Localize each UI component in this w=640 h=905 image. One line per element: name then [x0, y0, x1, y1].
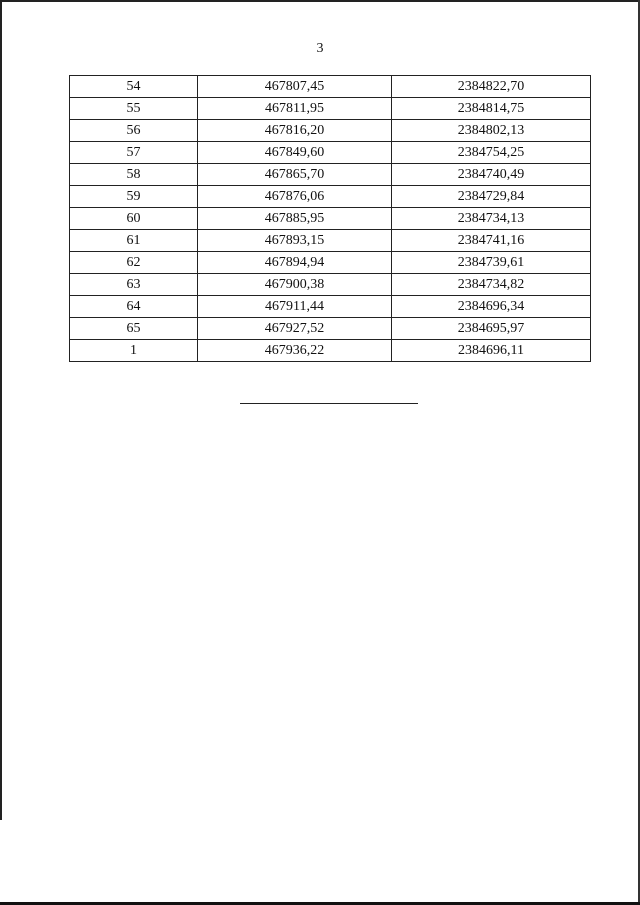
point-number-cell: 57 — [70, 142, 198, 164]
end-of-document-rule — [240, 403, 418, 404]
table-row — [70, 120, 591, 142]
y-coordinate-cell: 2384695,97 — [392, 318, 591, 340]
point-number-cell: 1 — [70, 340, 198, 362]
table-row — [70, 274, 591, 296]
y-coordinate-cell: 2384734,82 — [392, 274, 591, 296]
x-coordinate-cell: 467807,45 — [198, 76, 392, 98]
point-number-cell: 65 — [70, 318, 198, 340]
table-row — [70, 296, 591, 318]
y-coordinate-cell: 2384822,70 — [392, 76, 591, 98]
point-number-cell: 59 — [70, 186, 198, 208]
point-number-cell: 61 — [70, 230, 198, 252]
x-coordinate-cell: 467894,94 — [198, 252, 392, 274]
x-coordinate-cell: 467936,22 — [198, 340, 392, 362]
table-row — [70, 186, 591, 208]
point-number-cell: 60 — [70, 208, 198, 230]
scan-edge-top — [0, 0, 640, 2]
point-number-cell: 64 — [70, 296, 198, 318]
y-coordinate-cell: 2384696,34 — [392, 296, 591, 318]
x-coordinate-cell: 467816,20 — [198, 120, 392, 142]
y-coordinate-cell: 2384802,13 — [392, 120, 591, 142]
table-row — [70, 230, 591, 252]
scan-edge-left — [0, 0, 2, 820]
table-row — [70, 340, 591, 362]
x-coordinate-cell: 467865,70 — [198, 164, 392, 186]
table-row — [70, 252, 591, 274]
point-number-cell: 54 — [70, 76, 198, 98]
x-coordinate-cell: 467900,38 — [198, 274, 392, 296]
y-coordinate-cell: 2384696,11 — [392, 340, 591, 362]
point-number-cell: 55 — [70, 98, 198, 120]
y-coordinate-cell: 2384739,61 — [392, 252, 591, 274]
point-number-cell: 56 — [70, 120, 198, 142]
table-row — [70, 98, 591, 120]
y-coordinate-cell: 2384754,25 — [392, 142, 591, 164]
y-coordinate-cell: 2384734,13 — [392, 208, 591, 230]
point-number-cell: 63 — [70, 274, 198, 296]
y-coordinate-cell: 2384814,75 — [392, 98, 591, 120]
table-row — [70, 164, 591, 186]
x-coordinate-cell: 467811,95 — [198, 98, 392, 120]
y-coordinate-cell: 2384741,16 — [392, 230, 591, 252]
x-coordinate-cell: 467876,06 — [198, 186, 392, 208]
x-coordinate-cell: 467885,95 — [198, 208, 392, 230]
page-number: 3 — [316, 41, 324, 56]
table-row — [70, 208, 591, 230]
point-number-cell: 62 — [70, 252, 198, 274]
coordinates-table — [69, 75, 591, 362]
point-number-cell: 58 — [70, 164, 198, 186]
table-row — [70, 76, 591, 98]
y-coordinate-cell: 2384740,49 — [392, 164, 591, 186]
x-coordinate-cell: 467849,60 — [198, 142, 392, 164]
table-row — [70, 318, 591, 340]
table-row — [70, 142, 591, 164]
y-coordinate-cell: 2384729,84 — [392, 186, 591, 208]
x-coordinate-cell: 467911,44 — [198, 296, 392, 318]
x-coordinate-cell: 467927,52 — [198, 318, 392, 340]
x-coordinate-cell: 467893,15 — [198, 230, 392, 252]
